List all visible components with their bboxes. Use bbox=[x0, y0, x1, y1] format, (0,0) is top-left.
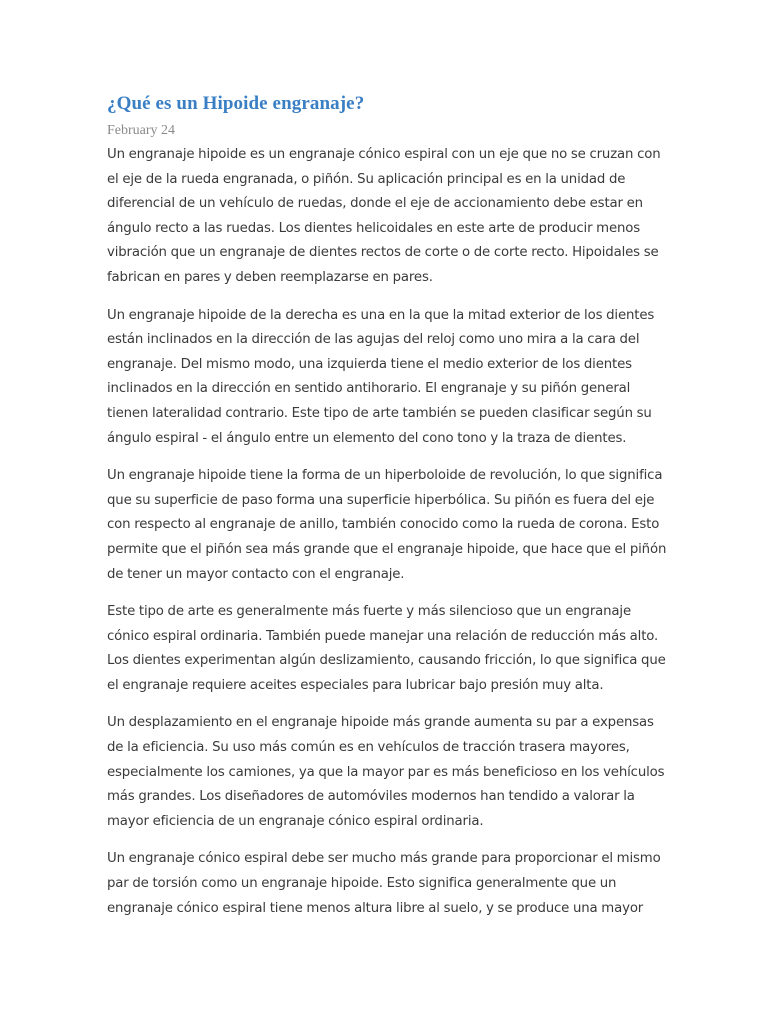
article-date: February 24 bbox=[107, 123, 176, 138]
article-paragraph: Un engranaje cónico espiral debe ser mucho más grande para proporcionar el mismo par de torsión como un engranaje hipoide. Esto significa generalmente que un engranaje cónico espiral tiene menos altura libre al suelo, y se produce una mayor bbox=[107, 851, 661, 916]
article-paragraph: Este tipo de arte es generalmente más fuerte y más silencioso que un engranaje cónico espiral ordinaria. También puede manejar una relación de reducción más alto. Los dientes experimentan algún deslizamiento, causando fricción, lo que significa que el engranaje requiere aceites especiales para lubricar bajo presión muy alta. bbox=[107, 604, 666, 693]
article bbox=[107, 92, 667, 934]
article-paragraph: Un desplazamiento en el engranaje hipoide más grande aumenta su par a expensas de la eficiencia. Su uso más común es en vehículos de tracción trasera mayores, especialmente los camiones, ya que la mayor par es más beneficioso en los vehículos más grandes. Los diseñadores de automóviles modernos han tendido a valorar la mayor eficiencia de un engranaje cónico espiral ordinaria. bbox=[107, 715, 665, 829]
article-paragraph: Un engranaje hipoide tiene la forma de un hiperboloide de revolución, lo que significa que su superficie de paso forma una superficie hiperbólica. Su piñón es fuera del eje con respecto al engranaje de anillo, también conocido como la rueda de corona. Esto permite que el piñón sea más grande que el engranaje hipoide, que hace que el piñón de tener un mayor contacto con el engranaje. bbox=[107, 468, 667, 582]
article-paragraph: Un engranaje hipoide de la derecha es una en la que la mitad exterior de los dientes están inclinados en la dirección de las agujas del reloj como uno mira a la cara del engranaje. Del mismo modo, una izquierda tiene el medio exterior de los dientes inclinados en la dirección en sentido antihorario. El engranaje y su piñón general tienen lateralidad contrario. Este tipo de arte también se pueden clasificar según su ángulo espiral - el ángulo entre un elemento del cono tono y la traza de dientes. bbox=[107, 307, 655, 446]
article-title: ¿Qué es un Hipoide engranaje? bbox=[107, 93, 365, 114]
article-paragraph: Un engranaje hipoide es un engranaje cónico espiral con un eje que no se cruzan con el eje de la rueda engranada, o piñón. Su aplicación principal es en la unidad de diferencial de un vehículo de ruedas, donde el eje de accionamiento debe estar en ángulo recto a las ruedas. Los dientes helicoidales en este arte de producir menos vibración que un engranaje de dientes rectos de corte o de corte recto. Hipoidales se fabrican en pares y deben reemplazarse en pares. bbox=[107, 147, 661, 285]
